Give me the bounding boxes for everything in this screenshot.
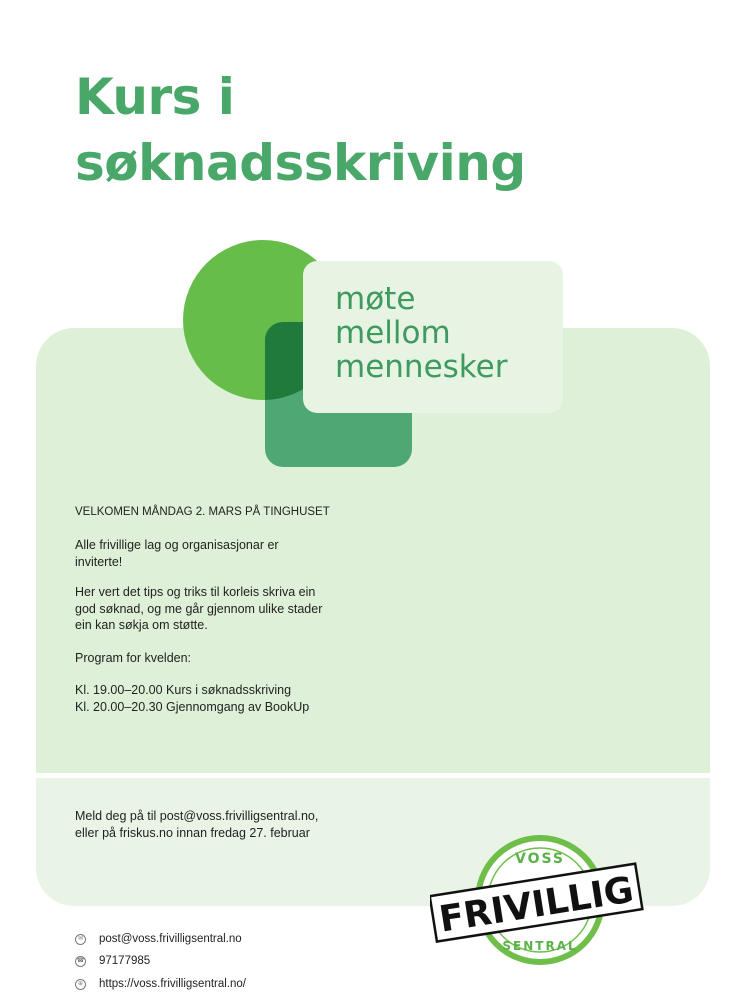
contact-email [75,933,242,945]
desc-line-1: Her vert det tips og triks til korleis skriva ein [75,585,316,599]
page-title [75,64,526,196]
mail-icon: ✉ [75,934,86,945]
desc-line-3: ein kan søkja om støtte. [75,618,208,632]
contact-phone [75,955,150,967]
signup-line-2: eller på friskus.no innan fredag 27. februar [75,826,310,840]
frivillig-sentral-badge [430,832,645,972]
desc-line-2: god søknad, og me går gjennom ulike stader [75,601,323,616]
website-link[interactable]: https://voss.frivilligsentral.no/ [99,978,247,990]
intro-line-2: inviterte! [75,554,123,569]
contact-website [75,978,246,990]
program-item-1: Kl. 19.00–20.00 Kurs i søknadsskriving [75,683,292,697]
tagline-line-2: mellom [335,315,451,351]
phone-number: 97177985 [99,955,151,967]
badge-top-text: VOSS [514,851,566,867]
intro-line-1: Alle frivillige lag og organisasjonar er [75,538,279,552]
email-link[interactable]: post@voss.frivilligsentral.no [99,933,242,945]
badge-bottom-text: SENTRAL [502,939,578,953]
globe-icon: ⊕ [75,979,86,990]
title-line-1: Kurs i [75,68,235,126]
badge-center-text: FRIVILLIG [436,869,637,941]
tagline-line-3: mennesker [335,349,508,385]
program-item-2: Kl. 20.00–20.30 Gjennomgang av BookUp [75,699,310,714]
title-line-2: søknadsskriving [75,134,526,192]
signup-line-1: Meld deg på til post@voss.frivilligsentral.no, [75,809,319,823]
program-label: Program for kvelden: [75,651,192,665]
event-headline: VELKOMEN MÅNDAG 2. MARS PÅ TINGHUSET [75,506,330,518]
tagline-line-1: møte [335,281,416,317]
phone-icon: ☎ [75,956,86,967]
